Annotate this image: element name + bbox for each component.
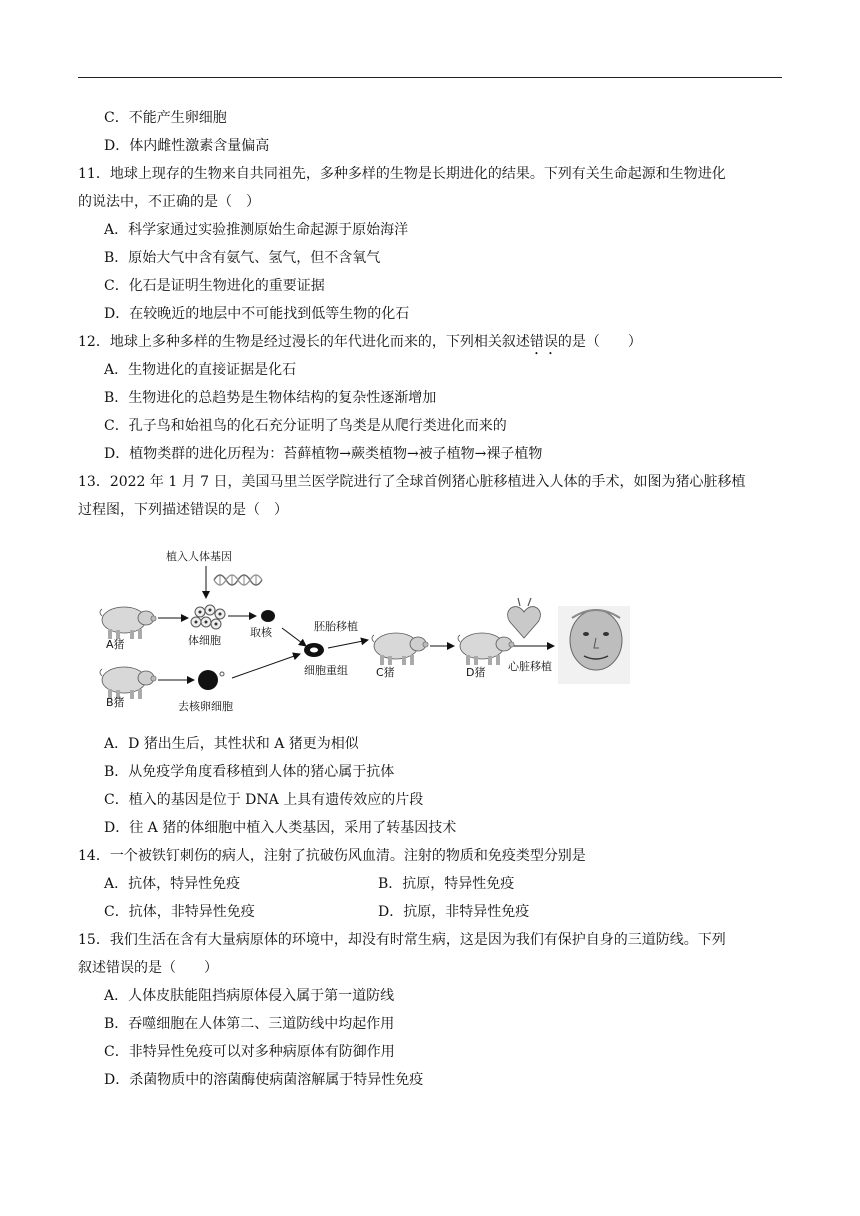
dna-helix-icon (214, 575, 262, 585)
q14-option-d: D．抗原，非特异性免疫 (378, 904, 530, 920)
q13-option-c: C．植入的基因是位于 DNA 上具有遗传效应的片段 (104, 792, 424, 808)
q12-emphasis-word: 错误 (529, 334, 558, 350)
q11-option-b: B．原始大气中含有氨气、氢气，但不含氧气 (104, 250, 381, 266)
label-enucleated-egg: 去核卵细胞 (178, 700, 233, 713)
q12-option-b: B．生物进化的总趋势是生物体结构的复杂性逐渐增加 (104, 390, 437, 406)
q11-stem-line2: 的说法中，不正确的是（ ） (78, 194, 260, 210)
q12-stem-part2: 的是（ ） (557, 334, 642, 350)
pig-heart-transplant-diagram (96, 540, 636, 715)
q14-stem: 14．一个被铁钉刺伤的病人，注射了抗破伤风血清。注射的物质和免疫类型分别是 (78, 848, 586, 864)
label-pig-d: D猪 (466, 666, 486, 679)
q10-option-d: D．体内雌性激素含量偏高 (104, 138, 270, 154)
recombined-cell-icon (304, 643, 324, 657)
q13-option-d: D．往 A 猪的体细胞中植入人类基因，采用了转基因技术 (104, 820, 457, 836)
q15-stem-line1: 15．我们生活在含有大量病原体的环境中，却没有时常生病，这是因为我们有保护自身的三道防线。下列 (78, 932, 726, 948)
arrow-nucleus-to-recombine (282, 628, 306, 646)
q14-option-b: B．抗原，特异性免疫 (378, 876, 515, 892)
human-patient-icon (558, 606, 630, 684)
label-pig-a: A猪 (106, 638, 125, 651)
label-heart-transplant: 心脏移植 (508, 660, 552, 673)
q13-option-a: A．D 猪出生后，其性状和 A 猪更为相似 (104, 736, 359, 752)
q11-option-d: D．在较晚近的地层中不可能找到低等生物的化石 (104, 306, 410, 322)
q13-stem-line2: 过程图，下列描述错误的是（ ） (78, 502, 288, 518)
q15-option-b: B．吞噬细胞在人体第二、三道防线中均起作用 (104, 1016, 395, 1032)
pig-d-icon (458, 633, 514, 665)
label-take-nucleus: 取核 (250, 626, 272, 639)
q15-option-d: D．杀菌物质中的溶菌酶使病菌溶解属于特异性免疫 (104, 1072, 424, 1088)
label-pig-c: C猪 (376, 666, 395, 679)
q14-option-a: A．抗体，特异性免疫 (104, 876, 241, 892)
header-rule (78, 77, 782, 78)
q15-option-c: C．非特异性免疫可以对多种病原体有防御作用 (104, 1044, 395, 1060)
q13-option-b: B．从免疫学角度看移植到人体的猪心属于抗体 (104, 764, 395, 780)
label-embryo-transfer: 胚胎移植 (314, 620, 358, 633)
q15-option-a: A．人体皮肤能阻挡病原体侵入属于第一道防线 (104, 988, 395, 1004)
q14-option-c: C．抗体，非特异性免疫 (104, 904, 255, 920)
q10-option-c: C．不能产生卵细胞 (104, 110, 227, 126)
q12-option-c: C．孔子鸟和始祖鸟的化石充分证明了鸟类是从爬行类进化而来的 (104, 418, 507, 434)
arrow-egg-to-recombine (232, 654, 300, 678)
q15-stem-line2: 叙述错误的是（ ） (78, 960, 218, 976)
nucleus-icon (261, 610, 275, 622)
pig-c-icon (372, 633, 428, 665)
pig-b-icon (100, 667, 156, 699)
q11-option-c: C．化石是证明生物进化的重要证据 (104, 278, 325, 294)
label-cell-recombine: 细胞重组 (304, 664, 348, 677)
q12-option-a: A．生物进化的直接证据是化石 (104, 362, 297, 378)
q12-stem (78, 332, 642, 358)
q11-stem-line1: 11．地球上现存的生物来自共同祖先，多种多样的生物是长期进化的结果。下列有关生命起源和生物进化 (78, 166, 726, 182)
q12-option-d: D．植物类群的进化历程为：苔藓植物→蕨类植物→被子植物→裸子植物 (104, 446, 543, 462)
q12-stem-part1: 12．地球上多种多样的生物是经过漫长的年代进化而来的，下列相关叙述 (78, 334, 530, 350)
pig-a-icon (100, 607, 156, 639)
enucleated-egg-icon (198, 670, 224, 690)
label-somatic-cell: 体细胞 (188, 634, 221, 647)
somatic-cells-icon (191, 605, 225, 629)
arrow-to-pig-c (328, 640, 368, 648)
q13-stem-line1: 13．2022 年 1 月 7 日，美国马里兰医学院进行了全球首例猪心脏移植进入人体的手术，如图为猪心脏移植 (78, 474, 746, 490)
label-gene: 植入人体基因 (166, 550, 232, 563)
label-pig-b: B猪 (106, 696, 125, 709)
q11-option-a: A．科学家通过实验推测原始生命起源于原始海洋 (104, 222, 409, 238)
heart-icon (508, 598, 541, 638)
